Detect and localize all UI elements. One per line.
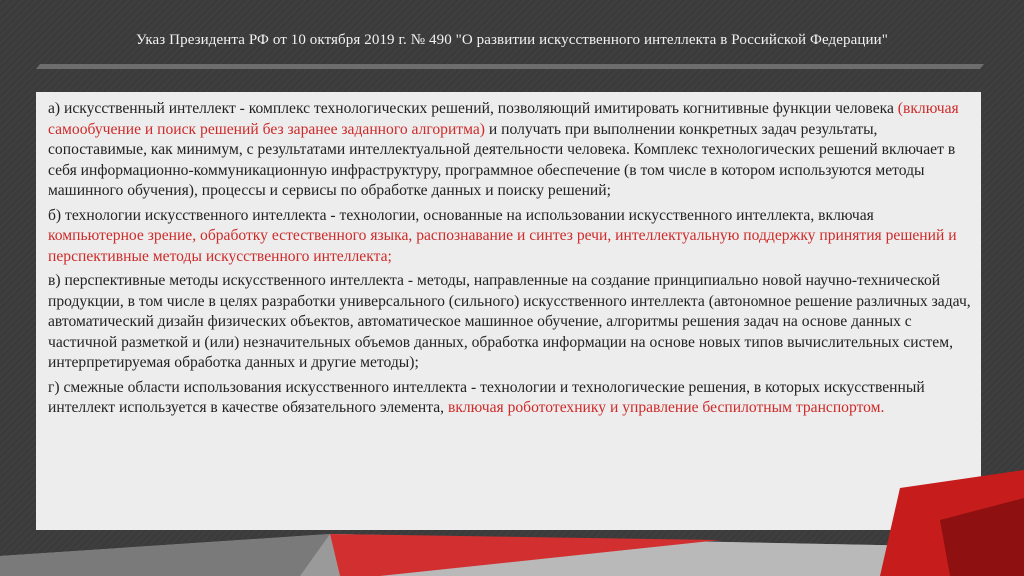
paragraph-a-highlight: (включая самообучение и поиск решений без заранее заданного алгоритма)	[48, 100, 959, 138]
paragraph-c	[48, 271, 973, 374]
paragraph-d-text: г) смежные области использования искусственного интеллекта - технологии и технологические решения, в которых искусственный интеллект используется в качестве обязательного элемента,	[48, 378, 925, 416]
paragraph-d	[48, 378, 973, 419]
paragraph-c-text: в) перспективные методы искусственного интеллекта - методы, направленные на создание принципиально новой научно-технической продукции, в том числе в целях разработки универсального (сильного) искусственного интеллекта (автономное решение различных задач, автоматический дизайн физических объектов, автоматическое машинное обучение, алгоритмы решения задач на основе данных с частичной разметкой и (или) незначительных объемов данных, обработка информации на основе новых типов вычислительных систем, интерпретируемая обработка данных и другие методы);	[48, 272, 971, 371]
slide-content	[48, 99, 973, 419]
paragraph-d-highlight: включая робототехнику и управление беспилотным транспортом.	[447, 399, 885, 416]
paragraph-a	[48, 99, 973, 202]
paragraph-a-text: а) искусственный интеллект - комплекс технологических решений, позволяющий имитировать когнитивные функции человека	[48, 100, 898, 117]
paragraph-b-text: б) технологии искусственного интеллекта - технологии, основанные на использовании искусственного интеллекта, включая	[48, 206, 874, 224]
paragraph-b	[48, 206, 973, 268]
paragraph-b-highlight: компьютерное зрение, обработку естественного языка, распознавание и синтез речи, интеллектуальную поддержку принятия решений и перспективные методы искусственного интеллекта;	[48, 227, 957, 265]
paragraph-a-text-end: и получать при выполнении конкретных задач результаты, сопоставимые, как минимум, с результатами интеллектуальной деятельности человека. Комплекс технологических решений включает в себя информационно-коммуникационную инфраструктуру, программное обеспечение (в том числе в котором используются методы машинного обучения), процессы и сервисы по обработке данных и поиску решений;	[48, 120, 956, 199]
slide-title: Указ Президента РФ от 10 октября 2019 г. № 490 "О развитии искусственного интеллекта в Российской Федерации"	[135, 32, 888, 48]
